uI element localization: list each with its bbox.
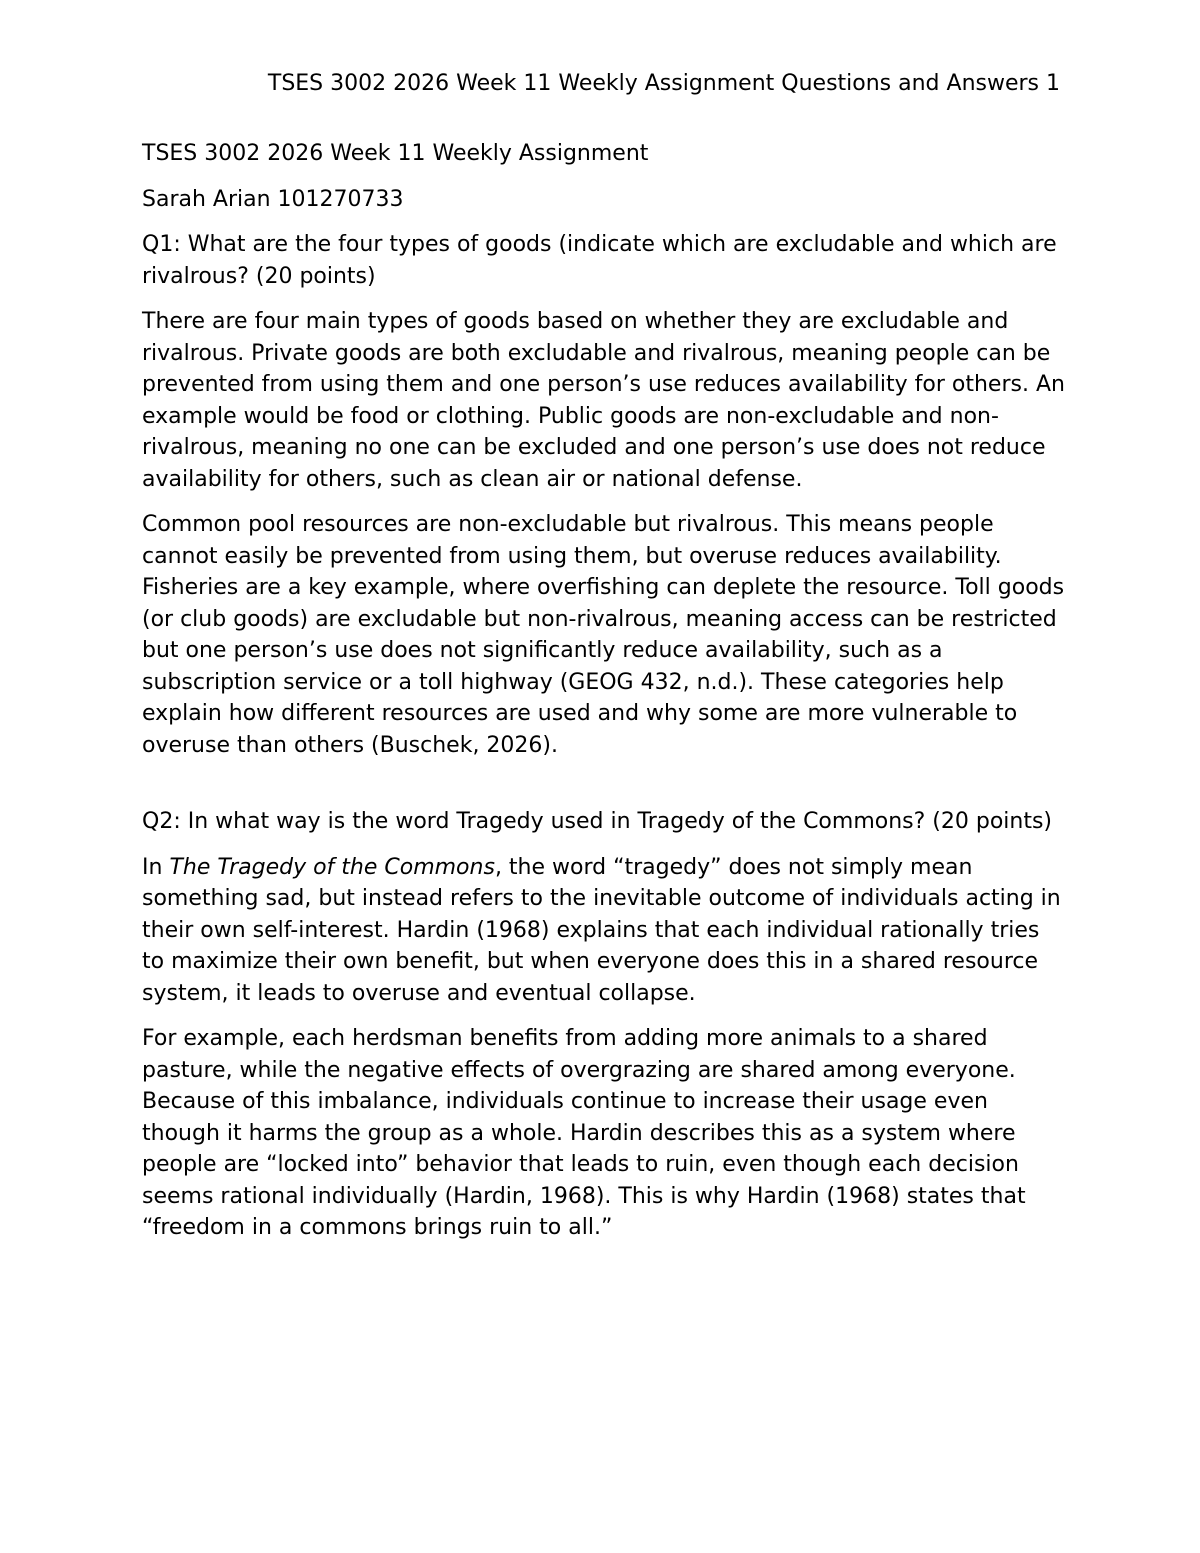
document-title: TSES 3002 2026 Week 11 Weekly Assignment (142, 141, 649, 166)
q2-answer-rest: , the word “tragedy” does not simply mean something sad, but instead refers to the inevitable outcome of individuals acting in their own self-interest. Hardin (1968) explains that each individual rationally tries to maximize their own benefit, but when everyone does this in a shared resource system, it leads to overuse and eventual collapse. (142, 854, 1061, 1006)
q2-answer-paragraph-1 (142, 852, 1067, 1010)
q1-answer-paragraph-1: There are four main types of goods based on whether they are excludable and rivalrous. Private goods are both excludable and rivalrous, meaning people can be prevented from using them and one person’s use reduces availability for others. An example would be food or clothing. Public goods are non-excludable and non-rivalrous, meaning no one can be excluded and one person’s use does not reduce availability for others, such as clean air or national defense. (142, 309, 1065, 492)
author-line: Sarah Arian 101270733 (142, 186, 404, 212)
running-header: TSES 3002 2026 Week 11 Weekly Assignment Questions and Answers 1 (267, 71, 1060, 96)
document-body (142, 138, 1067, 1258)
q2-answer-lead: In (142, 854, 170, 880)
book-title: The Tragedy of the Commons (169, 854, 495, 880)
q2-answer-paragraph-2: For example, each herdsman benefits from adding more animals to a shared pasture, while the negative effects of overgrazing are shared among everyone. Because of this imbalance, individuals continue to increase their usage even though it harms the group as a whole. Hardin describes this as a system where people are “locked into” behavior that leads to ruin, even though each decision seems rational individually (Hardin, 1968). This is why Hardin (1968) states that “freedom in a commons brings ruin to all.” (142, 1026, 1026, 1240)
q1-answer-paragraph-2: Common pool resources are non-excludable but rivalrous. This means people cannot easily be prevented from using them, but overuse reduces availability. Fisheries are a key example, where overfishing can deplete the resource. Toll goods (or club goods) are excludable but non-rivalrous, meaning access can be restricted but one person’s use does not significantly reduce availability, such as a subscription service or a toll highway (GEOG 432, n.d.). These categories help explain how different resources are used and why some are more vulnerable to overuse than others (Buschek, 2026). (142, 512, 1065, 758)
q2-question: Q2: In what way is the word Tragedy used in Tragedy of the Commons? (20 points) (142, 809, 1053, 834)
section-spacer (142, 775, 1067, 806)
q1-question: Q1: What are the four types of goods (indicate which are excludable and which are rivalrous? (20 points) (142, 232, 1057, 289)
